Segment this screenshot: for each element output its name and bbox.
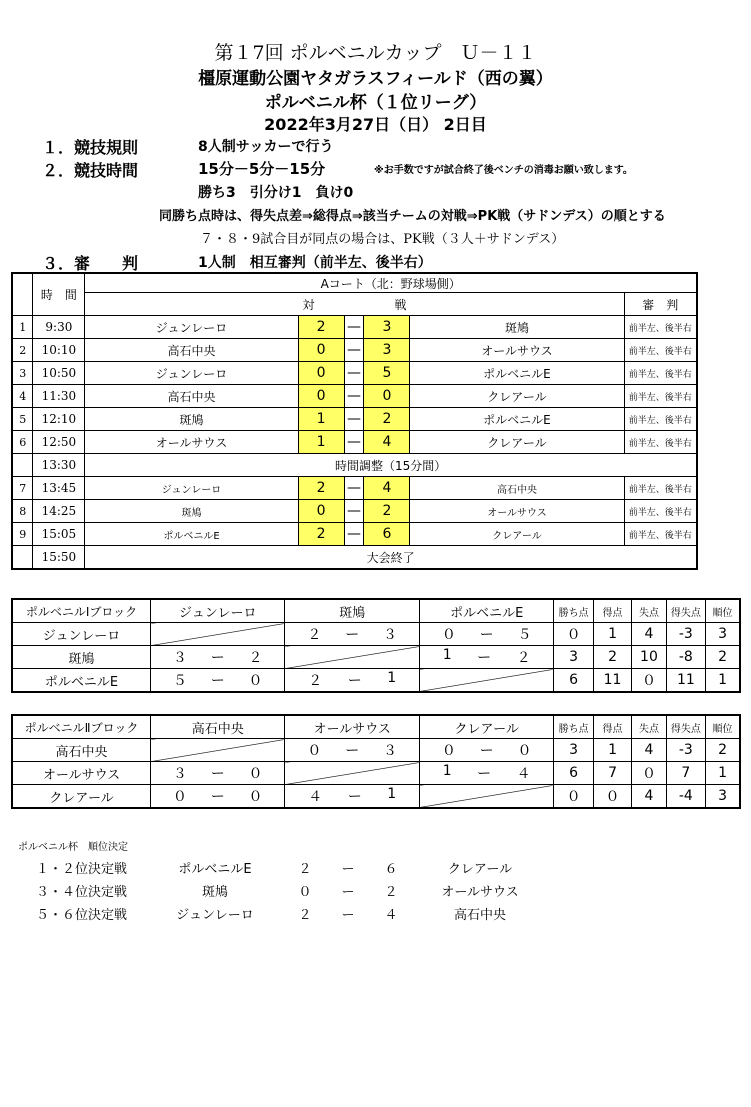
result-goal: ３ [172, 766, 187, 782]
match-time: 13:45 [33, 477, 85, 500]
match-time: 9:30 [33, 316, 85, 339]
match-number: 3 [12, 362, 33, 385]
home-team: ジュンレーロ [85, 477, 298, 500]
break-text: 時間調整（15分間） [85, 454, 697, 477]
score-dash: — [344, 431, 364, 454]
ref-header: 審 判 [624, 293, 697, 316]
match-time: 15:05 [33, 523, 85, 546]
match-header [85, 293, 624, 316]
finals-title: ポルベニル杯 順位決定 [18, 842, 128, 853]
final-home: ポルベニルE [178, 862, 252, 877]
stat-value: 11 [593, 669, 631, 693]
home-score: 1 [298, 408, 344, 431]
referee: 前半左、後半右 [624, 362, 697, 385]
result-score [420, 740, 553, 760]
stat-value: -4 [666, 785, 705, 809]
result-cell [419, 739, 553, 762]
stat-value: 2 [593, 646, 631, 669]
self-match-cell [419, 785, 553, 809]
result-goal: ０ [248, 766, 263, 782]
result-cell [151, 762, 285, 785]
result-dash: ー [345, 627, 360, 643]
stat-value: 2 [706, 646, 740, 669]
block-name: ポルベニルⅡブロック [12, 715, 151, 739]
rule3-text: 1人制 相互審判（前半左、後半右） [198, 255, 432, 271]
result-dash: ー [477, 766, 492, 782]
stat-value: ０ [593, 785, 631, 809]
final-dash: ー [341, 885, 355, 900]
match-time: 10:50 [33, 362, 85, 385]
match-time: 11:30 [33, 385, 85, 408]
result-goal: ２ [308, 673, 323, 689]
match-row [12, 523, 697, 546]
match-time: 14:25 [33, 500, 85, 523]
block-team-header: 高石中央 [151, 715, 285, 739]
away-team: クレアール [410, 431, 624, 454]
block-row [12, 623, 740, 646]
result-score [420, 624, 553, 644]
stat-value: ０ [632, 762, 666, 785]
result-cell [151, 646, 285, 669]
result-cell [285, 739, 419, 762]
match-row [12, 477, 697, 500]
block-row [12, 646, 740, 669]
home-team: 高石中央 [85, 339, 298, 362]
rule2-note: ※お手数ですが試合終了後ベンチの消毒お願い致します。 [374, 165, 633, 176]
points-text: 勝ち3 引分け1 負け0 [198, 185, 354, 201]
result-goal: ２ [307, 627, 322, 643]
away-score: 6 [364, 523, 410, 546]
away-team: ポルベニルE [410, 408, 624, 431]
stat-header: 勝ち点 [554, 715, 593, 739]
result-goal: ０ [517, 743, 532, 759]
result-score [285, 624, 418, 644]
block-row [12, 669, 740, 693]
home-score: 0 [298, 362, 344, 385]
away-score: 2 [364, 500, 410, 523]
stat-value: 3 [706, 785, 740, 809]
stat-value: ０ [632, 669, 666, 693]
final-home: 斑鳩 [201, 885, 228, 900]
result-cell [285, 785, 419, 809]
stat-header: 得失点 [666, 599, 705, 623]
referee: 前半左、後半右 [624, 431, 697, 454]
stat-value: 4 [632, 623, 666, 646]
result-dash: ー [347, 789, 362, 805]
referee: 前半左、後半右 [624, 339, 697, 362]
away-team: オールサウス [410, 500, 624, 523]
match-time: 10:10 [33, 339, 85, 362]
score-dash: — [344, 316, 364, 339]
result-score [151, 647, 284, 667]
result-goal: ３ [383, 627, 398, 643]
stat-header: 得点 [593, 715, 631, 739]
stat-value: 3 [554, 739, 593, 762]
home-score: 1 [298, 431, 344, 454]
final-away-score: ６ [384, 862, 398, 877]
match-row [12, 408, 697, 431]
final-away: クレアール [447, 862, 513, 877]
result-cell [419, 646, 553, 669]
result-score [151, 763, 284, 783]
home-team: 斑鳩 [85, 500, 298, 523]
match-time: 12:10 [33, 408, 85, 431]
referee: 前半左、後半右 [624, 316, 697, 339]
block2-table [11, 714, 741, 809]
match-header-a: 対 [302, 297, 315, 312]
result-goal: 1 [387, 670, 397, 686]
match-row [12, 362, 697, 385]
self-match-cell [285, 646, 419, 669]
result-goal: ０ [248, 673, 263, 689]
result-score [285, 740, 418, 760]
match-time: 12:50 [33, 431, 85, 454]
home-team: ポルベニルE [85, 523, 298, 546]
pk-note: ７・８・9試合目が同点の場合は、PK戦（３人＋サドンデス） [200, 232, 565, 247]
result-goal: ５ [172, 673, 187, 689]
score-dash: — [344, 523, 364, 546]
stat-value: 1 [593, 739, 631, 762]
end-num [12, 546, 33, 570]
stat-value: 1 [706, 669, 740, 693]
away-team: クレアール [410, 385, 624, 408]
stat-header: 順位 [706, 599, 740, 623]
home-score: 2 [298, 523, 344, 546]
home-team: 高石中央 [85, 385, 298, 408]
rule3-label: ３．審 判 [42, 254, 139, 273]
stat-value: -3 [666, 623, 705, 646]
time-header: 時 間 [33, 273, 85, 316]
rule2-label: ２．競技時間 [42, 161, 139, 180]
home-score: 2 [298, 477, 344, 500]
rule2-text: 15分－5分－15分 [198, 160, 326, 178]
final-away-score: ２ [384, 885, 398, 900]
final-home: ジュンレーロ [176, 908, 254, 923]
away-team: クレアール [410, 523, 624, 546]
away-score: 4 [364, 477, 410, 500]
stat-header: 失点 [632, 599, 666, 623]
venue-title: 橿原運動公園ヤタガラスフィールド（西の翼） [198, 69, 553, 89]
block-row-team: ジュンレーロ [12, 623, 151, 646]
stat-value: 10 [632, 646, 666, 669]
block-row-team: 斑鳩 [12, 646, 151, 669]
result-goal: 1 [442, 763, 452, 779]
home-score: 0 [298, 500, 344, 523]
block-row [12, 785, 740, 809]
stat-value: 1 [593, 623, 631, 646]
match-row [12, 339, 697, 362]
block1-table [11, 598, 741, 693]
result-dash: ー [210, 789, 225, 805]
final-label: ３・４位決定戦 [36, 885, 128, 900]
result-goal: ５ [517, 627, 532, 643]
final-home-score: ２ [298, 908, 312, 923]
stat-value: 7 [593, 762, 631, 785]
result-cell [419, 623, 553, 646]
score-dash: — [344, 408, 364, 431]
result-goal: ４ [308, 789, 323, 805]
block-team-header: ジュンレーロ [151, 599, 285, 623]
stat-value: ０ [554, 785, 593, 809]
result-score [420, 647, 553, 667]
block-row-team: 高石中央 [12, 739, 151, 762]
referee: 前半左、後半右 [624, 477, 697, 500]
match-header-b: 戦 [394, 297, 407, 312]
block-team-header: オールサウス [285, 715, 419, 739]
result-dash: ー [347, 673, 362, 689]
score-dash: — [344, 339, 364, 362]
score-dash: — [344, 385, 364, 408]
stat-header: 失点 [632, 715, 666, 739]
stat-value: 7 [666, 762, 705, 785]
stat-value: 11 [666, 669, 705, 693]
final-label: ５・６位決定戦 [36, 908, 128, 923]
match-number: 9 [12, 523, 33, 546]
final-away-score: ４ [384, 908, 398, 923]
stat-header: 得点 [593, 599, 631, 623]
home-team: 斑鳩 [85, 408, 298, 431]
match-number: 4 [12, 385, 33, 408]
tournament-title: 第１7回 ポルベニルカップ Ｕ－１１ [214, 42, 537, 64]
stat-value: ０ [554, 623, 593, 646]
stat-value: 1 [706, 762, 740, 785]
final-away: オールサウス [441, 885, 519, 900]
home-team: オールサウス [85, 431, 298, 454]
final-away: 高石中央 [453, 908, 506, 923]
match-number: 5 [12, 408, 33, 431]
result-dash: ー [479, 627, 494, 643]
final-home-score: ２ [298, 862, 312, 877]
block-row-team: ポルベニルE [12, 669, 151, 693]
end-text: 大会終了 [85, 546, 697, 570]
result-goal: ０ [307, 743, 322, 759]
result-dash: ー [210, 650, 225, 666]
score-dash: — [344, 362, 364, 385]
rule1-label: １．競技規則 [42, 138, 139, 157]
final-match-row [0, 858, 751, 878]
result-cell [285, 669, 419, 693]
home-score: 0 [298, 339, 344, 362]
block-row-team: オールサウス [12, 762, 151, 785]
date-title: 2022年3月27日（日） 2日目 [264, 115, 487, 134]
away-score: 3 [364, 339, 410, 362]
cup-title: ポルベニル杯（１位リーグ） [264, 93, 487, 113]
home-team: ジュンレーロ [85, 362, 298, 385]
result-goal: 1 [442, 647, 452, 663]
self-match-cell [285, 762, 419, 785]
result-goal: ０ [248, 789, 263, 805]
away-score: 5 [364, 362, 410, 385]
result-goal: ４ [516, 766, 531, 782]
schedule-table [11, 272, 698, 570]
stat-value: 2 [706, 739, 740, 762]
home-team: ジュンレーロ [85, 316, 298, 339]
break-num [12, 454, 33, 477]
final-label: １・２位決定戦 [36, 862, 128, 877]
stat-value: 4 [632, 739, 666, 762]
stat-header: 得失点 [666, 715, 705, 739]
court-header: Aコート（北：野球場側） [85, 273, 697, 293]
result-goal: ０ [441, 627, 456, 643]
stat-value: 3 [554, 646, 593, 669]
result-score [285, 670, 418, 690]
block-row-team: クレアール [12, 785, 151, 809]
final-match-row [0, 904, 751, 924]
result-score [285, 786, 418, 806]
result-cell [419, 762, 553, 785]
stat-header: 順位 [706, 715, 740, 739]
block-header-row [12, 599, 740, 623]
result-goal: ２ [248, 650, 263, 666]
referee: 前半左、後半右 [624, 523, 697, 546]
away-team: 斑鳩 [410, 316, 624, 339]
home-score: 0 [298, 385, 344, 408]
block-name: ポルベニルⅠブロック [12, 599, 151, 623]
block-team-header: ポルベニルE [419, 599, 553, 623]
end-time: 15:50 [33, 546, 85, 570]
block-team-header: クレアール [419, 715, 553, 739]
result-goal: ３ [383, 743, 398, 759]
away-score: 0 [364, 385, 410, 408]
final-match-row [0, 881, 751, 901]
result-dash: ー [210, 766, 225, 782]
away-team: ポルベニルE [410, 362, 624, 385]
self-match-cell [151, 623, 285, 646]
away-score: 2 [364, 408, 410, 431]
corner-cell [12, 273, 33, 316]
block-row [12, 739, 740, 762]
match-number: 2 [12, 339, 33, 362]
score-dash: — [344, 500, 364, 523]
match-row [12, 500, 697, 523]
final-dash: ー [341, 862, 355, 877]
stat-value: -8 [666, 646, 705, 669]
block-header-row [12, 715, 740, 739]
match-number: 1 [12, 316, 33, 339]
result-dash: ー [210, 673, 225, 689]
away-score: 4 [364, 431, 410, 454]
match-row [12, 316, 697, 339]
home-score: 2 [298, 316, 344, 339]
final-home-score: ０ [298, 885, 312, 900]
tiebreak-text: 同勝ち点時は、得失点差⇒総得点⇒該当チームの対戦⇒PK戦（サドンデス）の順とする [159, 209, 666, 224]
away-score: 3 [364, 316, 410, 339]
stat-header: 勝ち点 [554, 599, 593, 623]
result-cell [151, 785, 285, 809]
result-goal: ０ [172, 789, 187, 805]
match-row [12, 385, 697, 408]
block-row [12, 762, 740, 785]
result-cell [285, 623, 419, 646]
match-row [12, 431, 697, 454]
stat-value: 3 [706, 623, 740, 646]
referee: 前半左、後半右 [624, 385, 697, 408]
score-dash: — [344, 477, 364, 500]
referee: 前半左、後半右 [624, 408, 697, 431]
away-team: オールサウス [410, 339, 624, 362]
result-score [151, 786, 284, 806]
result-goal: ０ [441, 743, 456, 759]
break-time: 13:30 [33, 454, 85, 477]
result-dash: ー [477, 650, 492, 666]
result-goal: ３ [172, 650, 187, 666]
final-dash: ー [341, 908, 355, 923]
self-match-cell [151, 739, 285, 762]
result-dash: ー [479, 743, 494, 759]
result-dash: ー [345, 743, 360, 759]
rule1-text: 8人制サッカーで行う [198, 139, 334, 155]
result-goal: 1 [387, 786, 397, 802]
referee: 前半左、後半右 [624, 500, 697, 523]
result-score [420, 763, 553, 783]
result-cell [151, 669, 285, 693]
away-team: 高石中央 [410, 477, 624, 500]
match-number: 6 [12, 431, 33, 454]
block-team-header: 斑鳩 [285, 599, 419, 623]
result-goal: ２ [516, 650, 531, 666]
stat-value: 6 [554, 762, 593, 785]
stat-value: 6 [554, 669, 593, 693]
match-number: 7 [12, 477, 33, 500]
match-number: 8 [12, 500, 33, 523]
result-score [151, 670, 284, 690]
stat-value: 4 [632, 785, 666, 809]
stat-value: -3 [666, 739, 705, 762]
self-match-cell [419, 669, 553, 693]
